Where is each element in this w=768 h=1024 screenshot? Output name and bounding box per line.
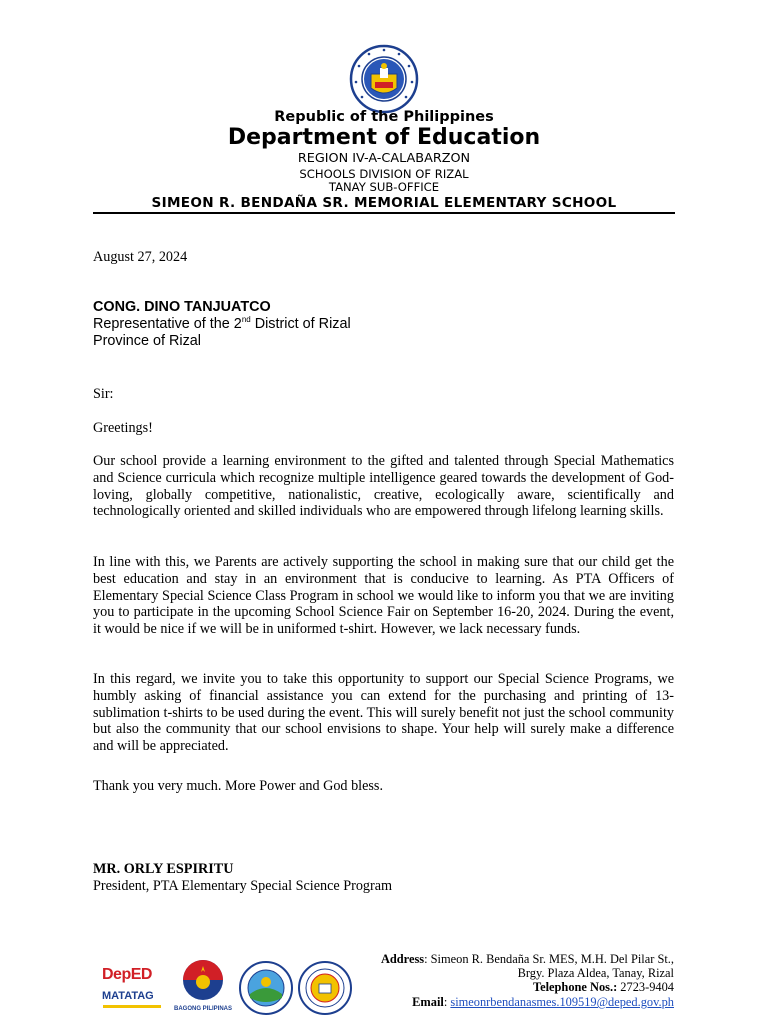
footer-email: Email: simeonrbendanasmes.109519@deped.gov.ph <box>412 995 674 1009</box>
salutation: Sir: <box>93 386 114 402</box>
footer-address-line1: Address: Simeon R. Bendaña Sr. MES, M.H. Del Pilar St., <box>380 952 674 966</box>
header-divider <box>93 212 675 214</box>
email-label: Email <box>412 995 444 1009</box>
greeting: Greetings! <box>93 420 153 436</box>
recipient-province: Province of Rizal <box>93 333 201 349</box>
header-region: REGION IV-A-CALABARZON <box>297 151 471 166</box>
recipient-title: Representative of the 2nd District of Rizal <box>93 315 351 332</box>
matatag-logo-text: MATATAG <box>102 990 154 1002</box>
school-seal <box>297 960 353 1016</box>
header-division: SCHOOLS DIVISION OF RIZAL <box>299 167 469 181</box>
recipient-name: CONG. DINO TANJUATCO <box>93 299 271 315</box>
division-seal <box>238 960 294 1016</box>
deped-matatag-logo <box>100 960 166 1016</box>
deped-seal <box>349 44 419 114</box>
matatag-underline <box>103 1005 161 1008</box>
header-school: SIMEON R. BENDAÑA SR. MEMORIAL ELEMENTARY SCHOOL <box>151 195 617 211</box>
telephone-label: Telephone Nos.: <box>532 980 618 994</box>
closing-line: Thank you very much. More Power and God bless. <box>93 778 383 794</box>
signatory-title: President, PTA Elementary Special Science Program <box>93 878 393 894</box>
school-seal-icon <box>297 960 353 1016</box>
header-republic: Republic of the Philippines <box>274 109 494 125</box>
header-suboffice: TANAY SUB-OFFICE <box>328 180 440 194</box>
deped-logo-text: DepED <box>102 966 152 983</box>
bagong-pilipinas-text: BAGONG PILIPINAS <box>173 1006 232 1012</box>
header-department: Department of Education <box>227 125 541 150</box>
body-paragraph-3: In this regard, we invite you to take this opportunity to support our Special Science Programs, we humbly asking of financial assistance you can extend for the purchasing and printing of 13-sublimation t-shirts to be used during the event. This will surely benefit not just the school community but also the community that our school envisions to shape. Your help will surely make a difference and will be appreciated. <box>93 671 674 755</box>
division-seal-icon <box>238 960 294 1016</box>
email-link[interactable]: simeonrbendanasmes.109519@deped.gov.ph <box>450 995 674 1009</box>
deped-seal-icon <box>349 44 419 114</box>
bagong-pilipinas-logo <box>172 958 234 1016</box>
signatory-name: MR. ORLY ESPIRITU <box>93 861 234 877</box>
body-paragraph-2: In line with this, we Parents are actively supporting the school in making sure that our child get the best education and stay in an environment that is conducive to learning. As PTA Officers of Elementary Special Science Class Program in school we would like to inform you that we are inviting you to participate in the upcoming School Science Fair on September 16-20, 2024. During the event, it would be nice if we will be in uniformed t-shirt. However, we lack necessary funds. <box>93 554 674 638</box>
bagong-pilipinas-icon <box>172 958 234 1004</box>
address-label: Address <box>380 952 425 966</box>
footer-address-line2: Brgy. Plaza Aldea, Tanay, Rizal <box>517 966 674 980</box>
letter-date: August 27, 2024 <box>93 249 188 265</box>
body-paragraph-1: Our school provide a learning environment to the gifted and talented through Special Mathematics and Science curricula which recognize multiple intelligence geared towards the development of God-loving, globally competitive, nationalistic, creative, ecologically aware, scientifically and technologically oriented and skilled individuals who are empowered through lifelong learning skills. <box>93 453 674 520</box>
footer-telephone: Telephone Nos.: 2723-9404 <box>532 980 674 994</box>
